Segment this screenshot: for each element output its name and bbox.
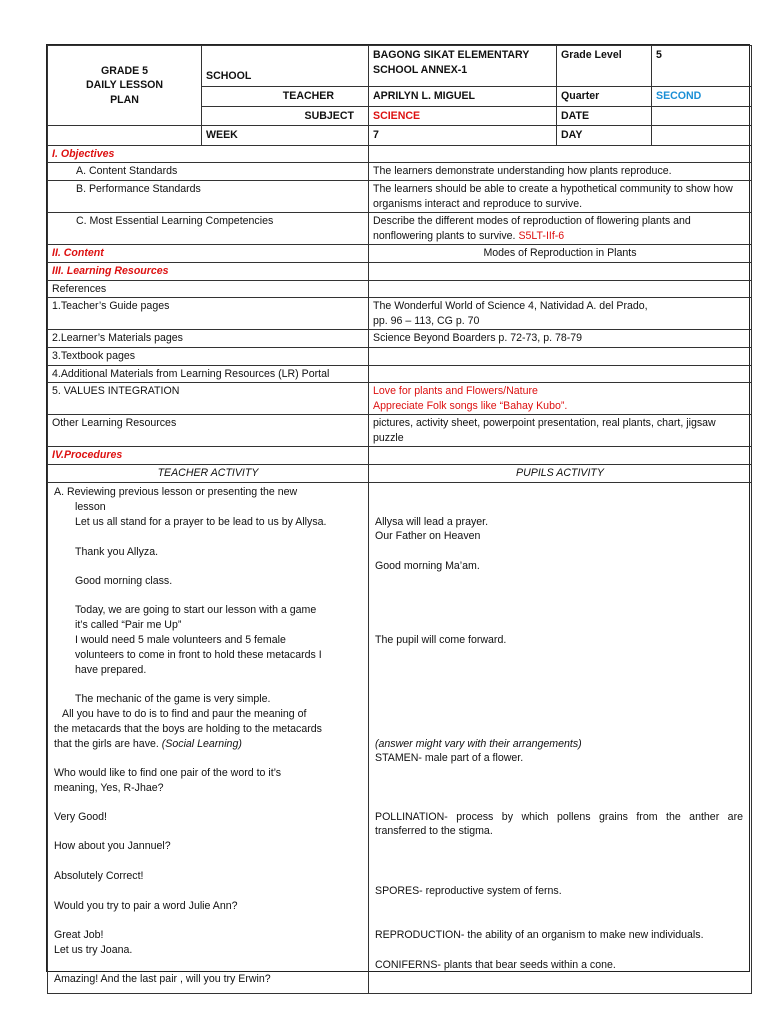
- values-integration-label: 5. VALUES INTEGRATION: [48, 383, 369, 415]
- subject-label: SUBJECT: [202, 106, 369, 126]
- teachers-guide-label: 1.Teacher’s Guide pages: [48, 298, 369, 330]
- social-learning-note: (Social Learning): [161, 737, 242, 750]
- learners-materials-label: 2.Learner’s Materials pages: [48, 330, 369, 348]
- school-value: BAGONG SIKAT ELEMENTARY SCHOOL ANNEX-1: [369, 46, 557, 87]
- teacher-line-with-note: [54, 737, 360, 752]
- competencies-label: C. Most Essential Learning Competencies: [48, 213, 369, 245]
- other-resources-label: Other Learning Resources: [48, 415, 369, 447]
- teacher-line: that the girls are have.: [54, 737, 159, 750]
- grade-level-label: Grade Level: [557, 46, 652, 87]
- teacher-line: All you have to do is to find and paur the meaning of: [62, 707, 307, 720]
- grade-title-cell: [48, 46, 202, 126]
- teacher-line: Good morning class.: [75, 574, 173, 587]
- day-label: DAY: [557, 126, 652, 146]
- teacher-line: Amazing! And the last pair , will you try Erwin?: [54, 972, 271, 985]
- learning-resources-blank: [369, 262, 752, 280]
- lr-portal-label: 4.Additional Materials from Learning Resources (LR) Portal: [48, 365, 369, 383]
- teacher-line: it’s called “Pair me Up”: [75, 618, 182, 631]
- day-value: [652, 126, 752, 146]
- lr-portal-blank: [369, 365, 752, 383]
- teacher-line: Let us all stand for a prayer to be lead to us by Allysa.: [75, 515, 327, 528]
- learners-materials-value: Science Beyond Boarders p. 72-73, p. 78-79: [369, 330, 752, 348]
- content-standards-value: The learners demonstrate understanding how plants reproduce.: [369, 163, 752, 181]
- date-value: [652, 106, 752, 126]
- teacher-activity-column: [48, 482, 369, 993]
- pupil-line: The pupil will come forward.: [375, 633, 507, 646]
- grade-level-value: 5: [652, 46, 752, 87]
- textbook-label: 3.Textbook pages: [48, 347, 369, 365]
- teacher-line: volunteers to come in front to hold these metacards I: [75, 648, 322, 661]
- teacher-line: The mechanic of the game is very simple.: [75, 692, 271, 705]
- teacher-line: meaning, Yes, R-Jhae?: [54, 781, 164, 794]
- values-integration-value-2: Appreciate Folk songs like “Bahay Kubo”.: [373, 399, 568, 412]
- pupil-line: CONIFERNS- plants that bear seeds within a cone.: [375, 958, 616, 971]
- procedures-heading: IV.Procedures: [48, 447, 369, 465]
- date-label: DATE: [557, 106, 652, 126]
- teacher-line: lesson: [75, 500, 106, 513]
- teachers-guide-value-1: The Wonderful World of Science 4, Natividad A. del Prado,: [373, 300, 648, 313]
- teacher-value: APRILYN L. MIGUEL: [369, 87, 557, 107]
- grade-title: GRADE 5: [100, 64, 149, 77]
- quarter-label: Quarter: [557, 87, 652, 107]
- pupil-line: REPRODUCTION- the ability of an organism to make new individuals.: [375, 928, 704, 941]
- teacher-line: Who would like to find one pair of the word to it’s: [54, 766, 282, 779]
- week-label: WEEK: [202, 126, 369, 146]
- pupil-line: Allysa will lead a prayer.: [375, 515, 489, 528]
- school-label: SCHOOL: [202, 46, 369, 87]
- subject-value: SCIENCE: [369, 106, 557, 126]
- learning-resources-heading: III. Learning Resources: [48, 262, 369, 280]
- pupil-line: SPORES- reproductive system of ferns.: [375, 884, 562, 897]
- content-value: Modes of Reproduction in Plants: [369, 245, 752, 263]
- pupil-line: Our Father on Heaven: [375, 529, 481, 542]
- plan-title-2: PLAN: [110, 93, 139, 106]
- pupil-line: STAMEN- male part of a flower.: [375, 751, 524, 764]
- teacher-line: Absolutely Correct!: [54, 869, 144, 882]
- values-integration-cell: [369, 383, 752, 415]
- teacher-line: Today, we are going to start our lesson with a game: [75, 603, 317, 616]
- teacher-line: have prepared.: [75, 663, 147, 676]
- textbook-blank: [369, 347, 752, 365]
- teacher-label: TEACHER: [202, 87, 369, 107]
- performance-standards-label: B. Performance Standards: [48, 180, 369, 212]
- pupil-line: (answer might vary with their arrangements): [375, 737, 582, 750]
- teachers-guide-value-2: pp. 96 – 113, CG p. 70: [373, 314, 480, 327]
- teacher-line: Thank you Allyza.: [75, 545, 159, 558]
- other-resources-value: pictures, activity sheet, powerpoint presentation, real plants, chart, jigsaw puzzle: [369, 415, 752, 447]
- lesson-plan-sheet: [46, 44, 750, 985]
- week-value: 7: [369, 126, 557, 146]
- quarter-value: SECOND: [652, 87, 752, 107]
- values-integration-value-1: Love for plants and Flowers/Nature: [373, 385, 538, 398]
- content-heading: II. Content: [48, 245, 369, 263]
- competencies-value: Describe the different modes of reproduction of flowering plants and nonflowering plants to survive.: [373, 215, 691, 242]
- week-spacer: [48, 126, 202, 146]
- competencies-cell: [369, 213, 752, 245]
- teacher-activity-lines: [48, 483, 368, 993]
- pupil-line: Good morning Ma’am.: [375, 559, 480, 572]
- procedures-blank: [369, 447, 752, 465]
- teacher-line: the metacards that the boys are holding to the metacards: [54, 722, 322, 735]
- teacher-line: Let us try Joana.: [54, 943, 133, 956]
- references-blank: [369, 280, 752, 298]
- content-standards-label: A. Content Standards: [48, 163, 369, 181]
- pupil-line: POLLINATION- process by which pollens grains from the anther are transferred to the stigma.: [375, 810, 743, 838]
- teacher-line: A. Reviewing previous lesson or presenting the new: [54, 485, 298, 498]
- references-label: References: [48, 280, 369, 298]
- pupils-activity-lines: [369, 483, 751, 993]
- pupils-activity-heading: PUPILS ACTIVITY: [369, 465, 752, 483]
- lesson-plan-table: [47, 45, 752, 994]
- teacher-line: Great Job!: [54, 928, 104, 941]
- performance-standards-value: The learners should be able to create a hypothetical community to show how organisms interact and reproduce to survive.: [369, 180, 752, 212]
- pupils-activity-column: [369, 482, 752, 993]
- teachers-guide-cell: [369, 298, 752, 330]
- objectives-heading: I. Objectives: [48, 145, 369, 163]
- plan-title: DAILY LESSON: [85, 79, 164, 92]
- teacher-line: Very Good!: [54, 810, 107, 823]
- teacher-line: I would need 5 male volunteers and 5 female: [75, 633, 286, 646]
- objectives-blank: [369, 145, 752, 163]
- teacher-line: Would you try to pair a word Julie Ann?: [54, 899, 238, 912]
- competency-code: S5LT-IIf-6: [518, 229, 565, 242]
- teacher-activity-heading: TEACHER ACTIVITY: [48, 465, 369, 483]
- teacher-line: How about you Jannuel?: [54, 839, 171, 852]
